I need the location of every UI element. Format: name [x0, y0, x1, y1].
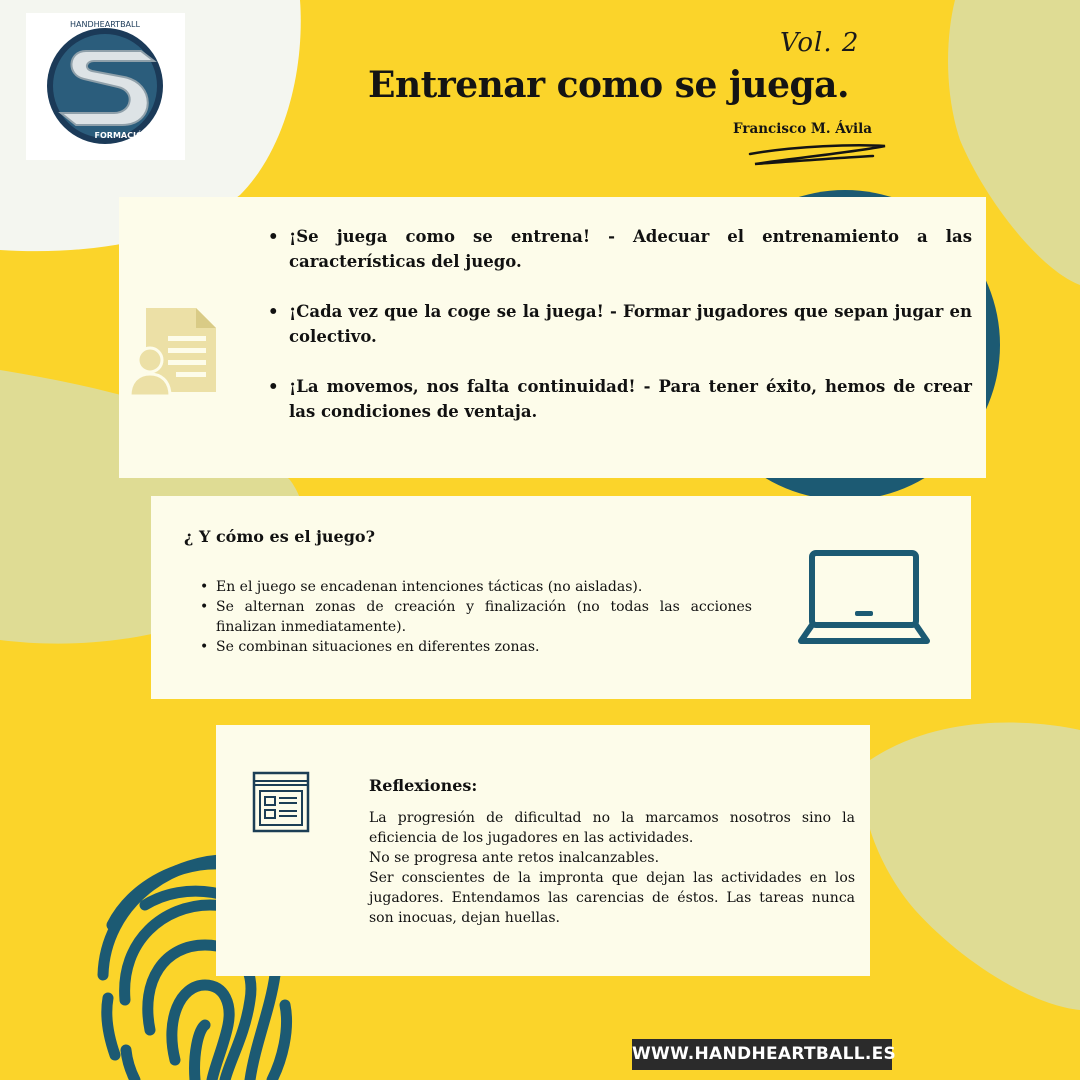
- browser-window-icon: [252, 771, 310, 833]
- volume-label: Vol. 2: [780, 28, 860, 58]
- website-link[interactable]: WWW.HANDHEARTBALL.ES: [632, 1039, 892, 1070]
- section-heading: ¿ Y cómo es el juego?: [184, 527, 375, 546]
- list-item: • En el juego se encadenan intenciones tácticas (no aisladas).: [198, 577, 752, 597]
- handheartball-logo: [26, 13, 185, 160]
- list-item: • ¡La movemos, nos falta continuidad! - Para tener éxito, hemos de crear las condiciones de ventaja.: [268, 374, 972, 424]
- page-title: Entrenar como se juega.: [368, 64, 850, 106]
- document-user-icon: [128, 308, 218, 396]
- list-item: • Se alternan zonas de creación y finalización (no todas las acciones finalizan inmediatamente).: [198, 597, 752, 637]
- list-item: • ¡Se juega como se entrena! - Adecuar el entrenamiento a las características del juego.: [268, 224, 972, 274]
- author-name: Francisco M. Ávila: [733, 121, 873, 137]
- paragraph: Ser conscientes de la impronta que dejan las actividades en los jugadores. Entendamos las carencias de éstos. Las tareas nunca son inocuas, dejan huellas.: [369, 870, 855, 926]
- reflections-body: [369, 808, 855, 928]
- paragraph: No se progresa ante retos inalcanzables.: [369, 850, 660, 866]
- key-phrases-list: [268, 224, 972, 449]
- svg-text:FORMACIÓN: FORMACIÓN: [94, 131, 150, 140]
- list-item: • Se combinan situaciones en diferentes zonas.: [198, 637, 752, 657]
- list-item: • ¡Cada vez que la coge se la juega! - Formar jugadores que sepan jugar en colectivo.: [268, 299, 972, 349]
- signature-swash-icon: [735, 136, 890, 172]
- laptop-icon: [798, 548, 930, 646]
- reflections-heading: Reflexiones:: [369, 776, 478, 795]
- game-features-list: [198, 577, 752, 657]
- paragraph: La progresión de dificultad no la marcamos nosotros sino la eficiencia de los jugadores en las actividades.: [369, 810, 855, 846]
- svg-text:HANDHEARTBALL: HANDHEARTBALL: [70, 20, 140, 29]
